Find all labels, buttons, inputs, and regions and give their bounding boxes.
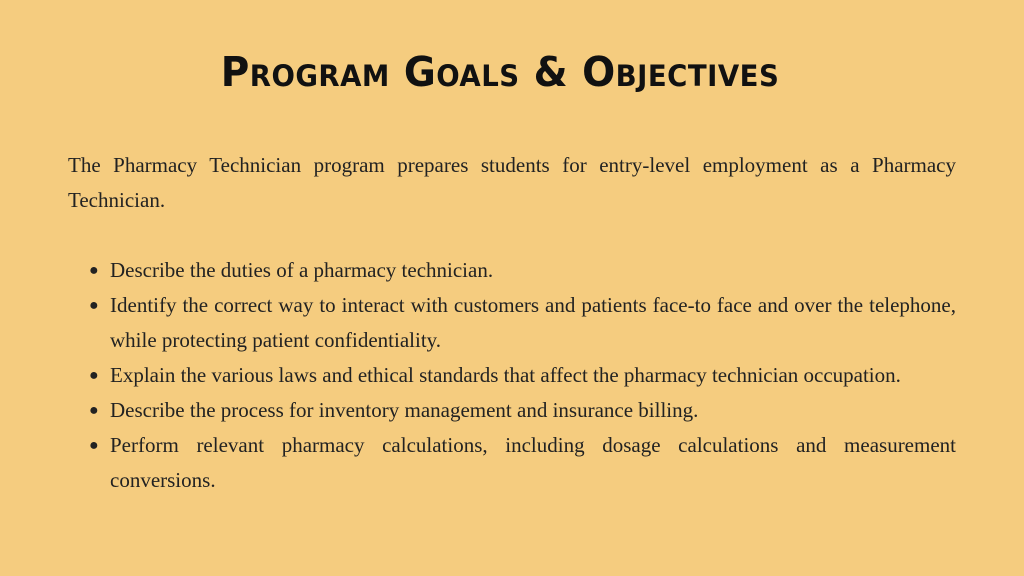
slide-title: Program Goals & Objectives <box>220 48 780 96</box>
list-item-text: Explain the various laws and ethical standards that affect the pharmacy technician occupation. <box>110 363 901 387</box>
list-item-text: Describe the process for inventory management and insurance billing. <box>110 398 699 422</box>
bullet-icon: ● <box>89 437 99 454</box>
list-item-text: Perform relevant pharmacy calculations, including dosage calculations and measurement conversions. <box>110 433 956 492</box>
list-item <box>86 393 956 428</box>
bullet-icon: ● <box>89 262 99 279</box>
list-item-text: Describe the duties of a pharmacy technician. <box>110 258 494 282</box>
list-item <box>86 358 956 393</box>
bullet-icon: ● <box>89 367 99 384</box>
bullet-icon: ● <box>89 402 99 419</box>
list-item <box>86 253 956 288</box>
list-item <box>86 428 956 498</box>
objectives-list <box>86 253 956 498</box>
bullet-icon: ● <box>89 297 99 314</box>
intro-paragraph: The Pharmacy Technician program prepares students for entry-level employment as a Pharmacy Technician. <box>68 153 956 212</box>
list-item-text: Identify the correct way to interact with customers and patients face-to face and over the telephone, while protecting patient confidentiality. <box>110 293 956 352</box>
list-item <box>86 288 956 358</box>
